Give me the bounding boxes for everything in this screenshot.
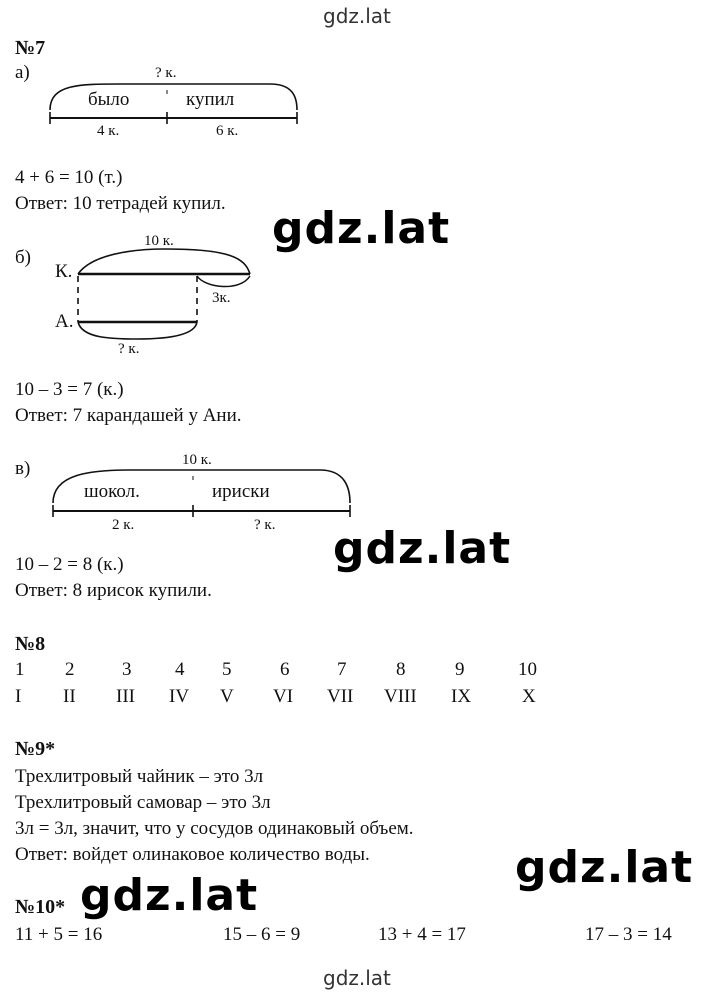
task8-arabic-row — [0, 659, 720, 683]
task9-title: №9* — [15, 738, 56, 760]
task7c-part2: ириски — [212, 481, 270, 502]
arabic-numeral: 7 — [337, 659, 347, 680]
task7a-value1: 4 к. — [97, 123, 120, 139]
roman-numeral: VI — [273, 686, 294, 707]
task7b-equation: 10 – 3 = 7 (к.) — [15, 379, 124, 400]
task7b-row2-label: А. — [55, 311, 74, 332]
roman-numeral: VII — [327, 686, 354, 707]
task7a-answer: Ответ: 10 тетрадей купил. — [15, 193, 226, 214]
task7b-top-value: 10 к. — [144, 233, 174, 249]
watermark-top: gdz.lat — [323, 4, 391, 28]
roman-numeral: V — [220, 686, 234, 707]
roman-numeral: II — [63, 686, 76, 707]
arabic-numeral: 1 — [15, 659, 25, 680]
roman-numeral: IV — [169, 686, 190, 707]
task9-line: Трехлитровый чайник – это 3л — [15, 766, 264, 787]
arabic-numeral: 8 — [396, 659, 406, 680]
task9-line: 3л = 3л, значит, что у сосудов одинаковый объем. — [15, 818, 414, 839]
task7b-row1-label: К. — [55, 261, 73, 282]
arabic-numeral: 5 — [222, 659, 232, 680]
roman-numeral: IX — [451, 686, 472, 707]
arabic-numeral: 10 — [518, 659, 537, 680]
watermark-big-1: gdz.lat — [272, 203, 451, 254]
arabic-numeral: 9 — [455, 659, 465, 680]
task7b-question: ? к. — [118, 341, 140, 357]
task10-equation: 17 – 3 = 14 — [585, 924, 672, 945]
roman-numeral: I — [15, 686, 22, 707]
watermark-big-4: gdz.lat — [80, 870, 259, 921]
task10-equation: 15 – 6 = 9 — [223, 924, 301, 945]
task7b-label: б) — [15, 247, 31, 268]
watermark-big-3: gdz.lat — [515, 842, 694, 893]
task8-title: №8 — [15, 633, 46, 655]
task8-roman-row — [0, 686, 720, 710]
task10-title: №10* — [15, 896, 66, 918]
task9-line: Трехлитровый самовар – это 3л — [15, 792, 271, 813]
task7a-label: а) — [15, 62, 30, 83]
task7a-value2: 6 к. — [216, 123, 239, 139]
arabic-numeral: 3 — [122, 659, 132, 680]
task7a-equation: 4 + 6 = 10 (т.) — [15, 167, 123, 188]
roman-numeral: III — [116, 686, 135, 707]
task9-answer: Ответ: войдет олинаковое количество воды. — [15, 844, 370, 865]
task7c-value2: ? к. — [254, 517, 276, 533]
arabic-numeral: 4 — [175, 659, 185, 680]
task7c-total-label: 10 к. — [182, 452, 212, 468]
roman-numeral: VIII — [384, 686, 417, 707]
task7c-part1: шокол. — [84, 481, 140, 502]
roman-numeral: X — [522, 686, 536, 707]
watermark-bottom: gdz.lat — [323, 966, 391, 990]
task7b-difference: 3к. — [212, 290, 231, 306]
task10-equation: 11 + 5 = 16 — [15, 924, 103, 945]
arabic-numeral: 2 — [65, 659, 75, 680]
task7c-equation: 10 – 2 = 8 (к.) — [15, 554, 124, 575]
task7a-part1: было — [88, 89, 130, 110]
task7a-total-label: ? к. — [155, 65, 177, 81]
task7a-part2: купил — [186, 89, 235, 110]
task7-title: №7 — [15, 37, 46, 59]
task10-equation: 13 + 4 = 17 — [378, 924, 466, 945]
task7c-label: в) — [15, 458, 31, 479]
task7b-answer: Ответ: 7 карандашей у Ани. — [15, 405, 242, 426]
arabic-numeral: 6 — [280, 659, 290, 680]
watermark-big-2: gdz.lat — [333, 523, 512, 574]
task7c-answer: Ответ: 8 ирисок купили. — [15, 580, 212, 601]
task7c-value1: 2 к. — [112, 517, 135, 533]
